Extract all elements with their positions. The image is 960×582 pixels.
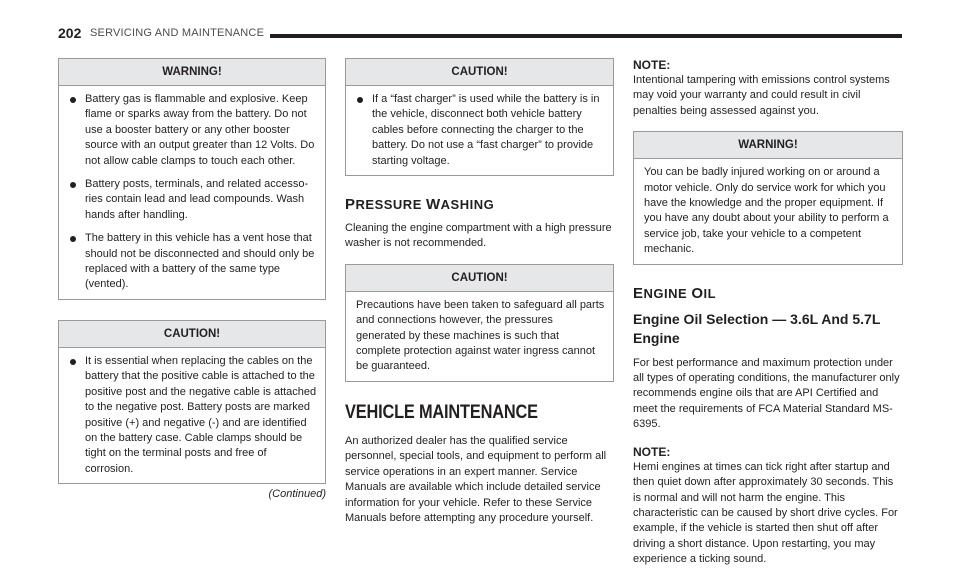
heading-vehicle-maintenance: VEHICLE MAINTENANCE — [345, 401, 538, 423]
caution-item: If a “fast charger” is used while the battery is in the vehicle, disconnect both vehicle battery cables before connecting the charger to the battery. Do not use a “fast charger” to provide starting voltage. — [356, 92, 605, 169]
bullet-icon — [70, 97, 76, 103]
column-right — [633, 58, 903, 580]
column-middle — [345, 58, 614, 538]
warning-box-injury — [633, 131, 903, 264]
bullet-icon — [70, 359, 76, 365]
page-number: 202 — [58, 25, 82, 41]
caution-heading: CAUTION! — [59, 321, 325, 348]
column-left — [58, 58, 326, 500]
caution-heading: CAUTION! — [346, 59, 613, 86]
warning-item: The battery in this vehicle has a vent hose that should not be disconnected and should only be replaced with a battery of the same type (vented). — [69, 231, 317, 293]
engine-oil-text: For best performance and maximum protection under all types of operating conditions, the manufacturer only recommends engine oils that are API Certified and meet the requirements of FCA Material Standard MS-6395. — [633, 356, 900, 431]
note-label: NOTE: — [633, 444, 671, 459]
caution-box-fast-charger — [345, 58, 614, 176]
continued-label: (Continued) — [268, 488, 326, 501]
caution-box-cables — [58, 320, 326, 484]
vehicle-maintenance-text: An authorized dealer has the qualified service personnel, special tools, and equipment to perform all service operations in an expert manner. Service Manuals are available which include detailed service information for your vehicle. Refer to these Service Manuals before attempting any procedure yourself. — [345, 434, 607, 524]
note-text-hemi: Hemi engines at times can tick right after startup and then quiet down after approximately 30 seconds. This is normal and will not harm the engine. This characteristic can be caused by short drive cycles. For example, if the vehicle is started then shut off after driving a short distance. Upon restarting, you may experience a ticking sound. — [633, 460, 898, 566]
subheading-oil-selection: Engine Oil Selection — 3.6L And 5.7L Engine — [633, 310, 881, 346]
note-label: NOTE: — [633, 58, 671, 72]
page-header — [58, 25, 902, 43]
caution-box-pressure — [345, 264, 614, 382]
warning-item: Battery gas is flammable and explosive. Keep flame or sparks away from the battery. Do not use a booster battery or any other booster source with an output greater than 12 Volts. Do not allow cable clamps to touch each other. — [69, 92, 317, 169]
warning-heading: WARNING! — [59, 59, 325, 86]
warning-text: You can be badly injured working on or around a motor vehicle. Only do service work for which you have the knowledge and the proper equipment. If you have any doubt about your ability to perform a service job, take your vehicle to a competent mechanic. — [644, 166, 889, 256]
section-title: SERVICING AND MAINTENANCE — [90, 27, 265, 39]
caution-item: It is essential when replacing the cables on the battery that the positive cable is attached to the positive post and the negative cable is attached to the negative post. Battery posts are marked positive (+) and negative (-) and are identified on the battery case. Cable clamps should be tight on the terminal posts and free of corrosion. — [69, 354, 317, 477]
bullet-icon — [70, 182, 76, 188]
bullet-icon — [70, 236, 76, 242]
caution-heading: CAUTION! — [346, 265, 613, 292]
heading-engine-oil: ENGINE OIL — [633, 284, 717, 302]
heading-pressure-washing: PRESSURE WASHING — [345, 196, 495, 214]
caution-text: Precautions have been taken to safeguard all parts and connections however, the pressures generated by these machines is such that complete protection against water ingress cannot be guaranteed. — [356, 298, 605, 373]
bullet-icon — [357, 97, 363, 103]
header-rule — [270, 34, 902, 38]
note-text-emissions: Intentional tampering with emissions control systems may void your warranty and could result in civil penalties being assessed against you. — [633, 74, 890, 117]
warning-box-battery — [58, 58, 326, 300]
warning-heading: WARNING! — [634, 132, 902, 159]
warning-item: Battery posts, terminals, and related accesso- ries contain lead and lead compounds. Wash hands after handling. — [69, 177, 317, 223]
pressure-washing-text: Cleaning the engine compartment with a high pressure washer is not recommended. — [345, 222, 612, 250]
